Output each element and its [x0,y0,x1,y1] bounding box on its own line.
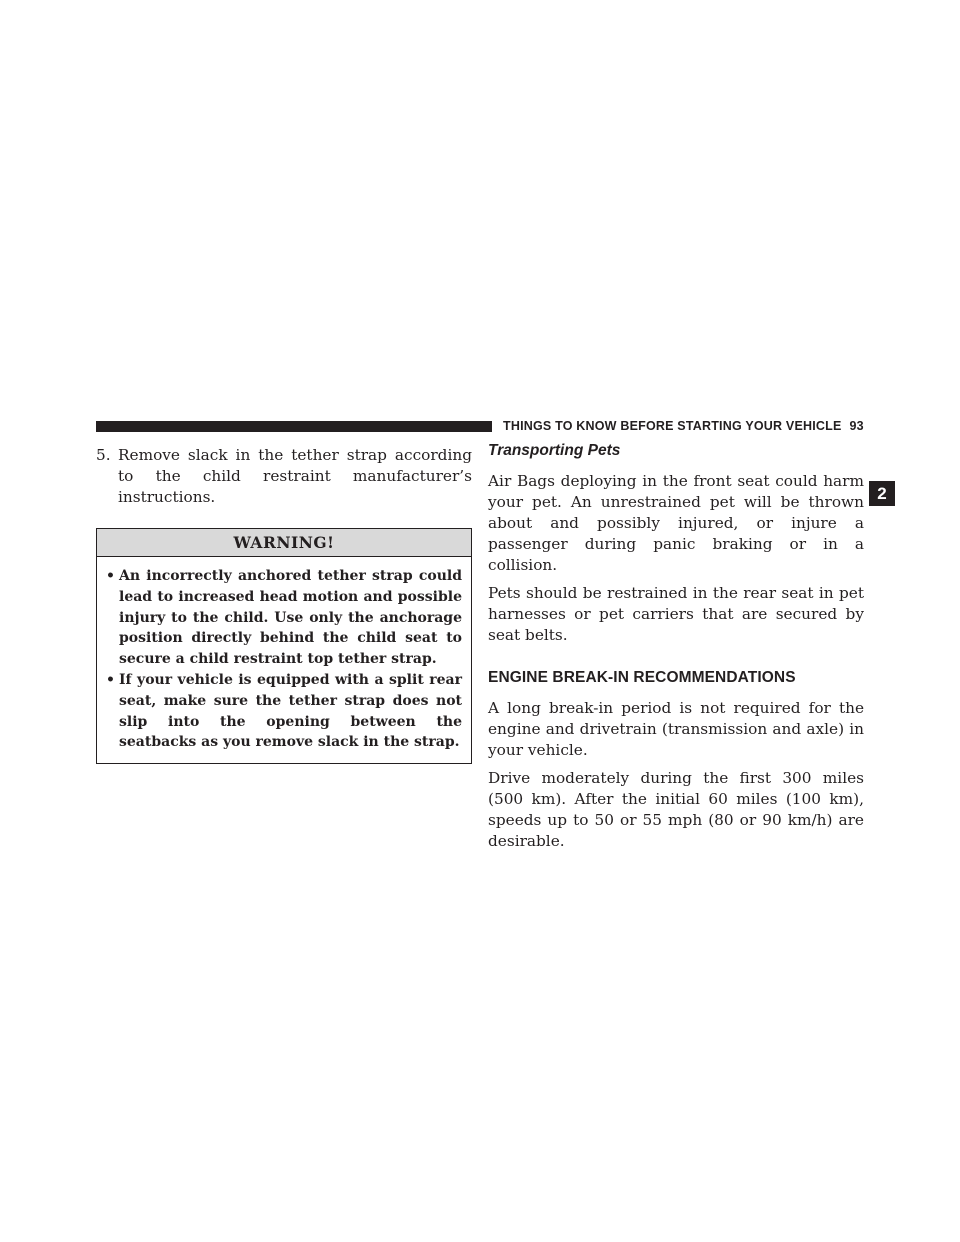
step-number: 5. [96,446,111,464]
section-title: THINGS TO KNOW BEFORE STARTING YOUR VEHICLE [503,419,842,433]
warning-item [106,670,462,753]
left-column [96,445,472,764]
chapter-tab: 2 [869,481,895,506]
header-rule [96,421,492,432]
warning-item-text: If your vehicle is equipped with a split rear seat, make sure the tether strap does not slip into the opening between the seatbacks as you remove slack in the strap. [119,671,462,751]
page-number: 93 [849,419,864,433]
warning-title: WARNING! [97,529,471,557]
bullet-icon: • [106,568,115,584]
warning-list [97,557,471,763]
bullet-icon: • [106,671,115,688]
running-header [503,419,869,434]
warning-item [106,566,462,670]
warning-box [96,528,472,764]
step-item [96,445,472,508]
warning-item-text: An incorrectly anchored tether strap could lead to increased head motion and possible injury to the child. Use only the anchorage position directly behind the child seat to secure a child restraint top tether strap. [119,568,462,668]
engine-heading: ENGINE BREAK-IN RECOMMENDATIONS [488,669,796,686]
pets-paragraph: Air Bags deploying in the front seat could harm your pet. An unrestrained pet will be thrown about and possibly injured, or injure a passenger during panic braking or in a collision. [488,472,864,574]
engine-paragraph: A long break-in period is not required for the engine and drivetrain (transmission and axle) in your vehicle. [488,699,864,759]
pets-paragraph: Pets should be restrained in the rear seat in pet harnesses or pet carriers that are secured by seat belts. [488,584,864,644]
engine-paragraph: Drive moderately during the first 300 miles (500 km). After the initial 60 miles (100 km), speeds up to 50 or 55 mph (80 or 90 km/h) are desirable. [488,769,864,850]
right-column [488,441,864,859]
pets-heading: Transporting Pets [488,442,621,459]
step-text: Remove slack in the tether strap according to the child restraint manufacturer’s instructions. [118,446,472,506]
